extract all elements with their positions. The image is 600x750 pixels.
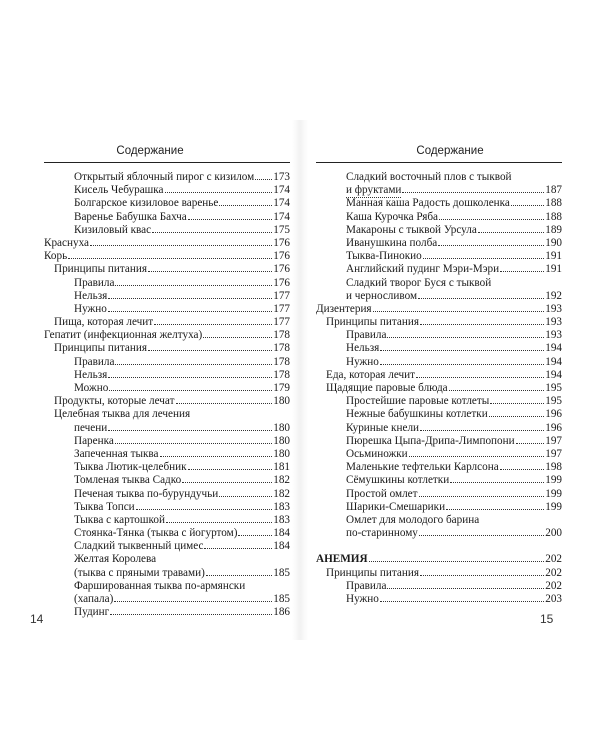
toc-entry-page: 197 [545,447,562,460]
dot-leader [489,416,545,417]
toc-entry [316,422,562,435]
dot-leader [108,311,272,312]
dot-leader [136,509,273,510]
toc-entry-page: 178 [273,329,290,342]
toc-entry-title: Принципы питания [54,342,148,355]
header-rule [44,162,290,163]
toc-entry-title: Томленая тыква Садко [74,474,182,487]
toc-entry-title: Английский пудинг Мэри-Мэри [346,263,500,276]
toc-spacer [316,540,562,553]
toc-entry [44,448,290,461]
toc-entry-page: 184 [273,540,290,553]
toc-entry [44,422,290,435]
toc-entry-title: Нельзя [346,342,380,355]
toc-entry-page: 176 [273,263,290,276]
toc-entry [316,395,562,408]
dot-leader [416,377,544,378]
dot-leader [420,430,544,431]
toc-entry [316,184,562,197]
toc-entry-page: 185 [273,593,290,605]
toc-entry-page: 191 [545,263,562,276]
dot-leader [206,575,272,576]
toc-entry-title: Осьминожки [346,447,408,460]
toc-entry [44,369,290,382]
toc-entry-title: Правила [346,329,387,342]
toc-entry [316,435,562,448]
toc-entry-page: 180 [273,434,290,447]
toc-entry-title: Куриные кнели [346,421,420,434]
dot-leader [188,219,272,220]
toc-entry [44,527,290,540]
dot-leader [90,245,272,246]
toc-entry-page: 177 [273,316,290,329]
dot-leader [68,258,272,259]
toc-entry-page: 182 [273,487,290,500]
toc-entry-page: 180 [273,421,290,434]
toc-entry [44,211,290,224]
toc-entry-page: 187 [545,184,562,197]
dot-leader [182,482,272,483]
dot-leader [387,588,544,589]
toc-entry-title: Омлет для молодого барина [346,513,480,526]
toc-entry-page: 200 [545,527,562,540]
toc-entry-page: 196 [545,421,562,434]
toc-entry-title: печени [74,421,108,434]
dot-leader [165,192,273,193]
toc-entry-title: Кисель Чебурашка [74,184,164,197]
toc-entry-title: АНЕМИЯ [316,553,368,566]
dot-leader [490,403,544,404]
dot-leader [402,192,544,193]
dot-leader [152,232,272,233]
dot-leader [115,443,272,444]
toc-entry [44,514,290,527]
toc-entry-title: Нужно [346,593,379,605]
dot-leader [387,337,544,338]
dot-leader [511,205,544,206]
toc-entry-title: (хапала) [74,593,114,605]
toc-entry-page: 193 [545,316,562,329]
dot-leader [148,271,272,272]
toc-entry-title: Правила [346,579,387,592]
toc-entry-title: Пюрешка Цыпа-Дрипа-Лимпопони [346,434,515,447]
dot-leader [409,456,545,457]
toc-entry [44,184,290,197]
dot-leader [423,258,545,259]
toc-entry-page: 174 [273,184,290,197]
toc-entry-title: Варенье Бабушка Бахча [74,210,187,223]
toc-entry [44,593,290,606]
toc-entry-title: Нужно [74,302,107,315]
toc-entry-page: 192 [545,289,562,302]
toc-entry-page: 189 [545,223,562,236]
toc-entry [44,329,290,342]
toc-entry-title: Тыква Топси [74,500,135,513]
toc-entry [44,224,290,237]
toc-entry-page: 199 [545,487,562,500]
toc-entry-title: Гепатит (инфекционная желтуха) [44,329,203,342]
toc-entry [44,553,290,566]
toc-entry-title: Нежные бабушкины котлетки [346,408,488,421]
dot-leader [188,469,273,470]
toc-entry-title: и фруктами [346,184,401,198]
toc-entry [316,342,562,355]
toc-entry-title: Сладкий восточный плов с тыквой [346,171,512,183]
dot-leader [255,179,272,180]
toc-entry [316,408,562,421]
toc-entry-page: 180 [273,395,290,408]
toc-entry-title: Шарики-Смешарики [346,500,446,513]
dot-leader [500,469,545,470]
toc-entry-title: Продукты, которые лечат [54,395,175,408]
toc-entry [44,461,290,474]
toc-entry-page: 174 [273,197,290,210]
toc-entry-title: Сладкий творог Буся с тыквой [346,276,492,289]
toc-entry-title: Еда, которая лечит [326,368,416,381]
toc-entry-title: Пудинг [74,606,110,619]
toc-entry [316,263,562,276]
page-number: 15 [540,612,554,626]
toc-entry-page: 203 [545,593,562,605]
toc-entry-title: Простой омлет [346,487,418,500]
toc-entry [316,580,562,593]
toc-entry [316,290,562,303]
toc-entry-page: 194 [545,355,562,368]
toc-entry-title: Дизентерия [316,302,372,315]
dot-leader [380,601,544,602]
toc-entry-title: Болгарское кизиловое варенье [74,197,219,210]
toc-entry-title: Маленькие тефтельки Карлсона [346,461,499,474]
dot-leader [114,601,272,602]
running-head: Содержание [116,145,184,157]
dot-leader [439,219,544,220]
header-rule [316,162,562,163]
toc-entry-title: Можно [74,382,109,394]
toc-entry-title: Принципы питания [326,316,420,329]
dot-leader [203,337,272,338]
toc-entry [316,474,562,487]
toc-entry-title: Кизиловый квас [74,223,152,236]
page-number: 14 [30,612,44,626]
toc-entry-page: 178 [273,368,290,381]
dot-leader [176,403,273,404]
dot-leader [108,377,272,378]
toc-entry-page: 199 [545,474,562,487]
toc-list-left [44,171,290,619]
toc-entry-title: Каша Курочка Ряба [346,210,439,223]
toc-entry [316,501,562,514]
toc-entry [316,461,562,474]
dot-leader [449,390,545,391]
toc-entry-page: 202 [545,566,562,579]
toc-entry-page: 176 [273,276,290,289]
toc-entry [44,316,290,329]
toc-entry [44,395,290,408]
dot-leader [154,324,272,325]
toc-entry-title: Целебная тыква для лечения [54,408,191,421]
dot-leader [478,232,544,233]
dot-leader [438,245,544,246]
dot-leader [419,496,545,497]
toc-entry [316,369,562,382]
toc-entry [316,448,562,461]
toc-entry-page: 197 [545,434,562,447]
toc-entry [316,356,562,369]
toc-entry [44,356,290,369]
toc-entry [44,580,290,593]
right-page [300,0,600,750]
toc-entry-page: 193 [545,329,562,342]
toc-entry-title: Принципы питания [326,566,420,579]
dot-leader [108,430,272,431]
toc-entry [316,277,562,290]
toc-entry-page: 178 [273,342,290,355]
toc-entry [44,488,290,501]
toc-entry-page: 173 [273,171,290,183]
toc-entry [44,567,290,580]
toc-entry-page: 188 [545,210,562,223]
dot-leader [420,324,544,325]
toc-entry-page: 202 [545,553,562,566]
toc-entry-page: 191 [545,250,562,263]
dot-leader [115,364,272,365]
toc-entry [316,211,562,224]
toc-list-right [316,171,562,606]
dot-leader [219,205,272,206]
toc-entry-page: 182 [273,474,290,487]
toc-entry-title: Нельзя [74,368,108,381]
toc-entry-title: Запеченная тыква [74,447,159,460]
toc-entry [44,250,290,263]
toc-entry-page: 186 [273,606,290,619]
toc-entry [44,290,290,303]
toc-entry-title: (тыква с пряными травами) [74,566,205,579]
toc-entry [316,224,562,237]
toc-entry-page: 195 [545,382,562,394]
dot-leader [446,509,544,510]
toc-entry [316,514,562,527]
dot-leader [204,548,272,549]
dot-leader [420,575,544,576]
toc-entry-title: Сладкий тыквенный цимес [74,540,204,553]
toc-entry-title: Пища, которая лечит [54,316,154,329]
toc-entry [316,593,562,606]
toc-entry [316,553,562,566]
toc-entry-page: 193 [545,302,562,315]
dot-leader [108,298,272,299]
toc-entry [44,197,290,210]
toc-entry-title: Нужно [346,355,379,368]
toc-entry [316,250,562,263]
toc-entry-page: 180 [273,447,290,460]
toc-entry-page: 196 [545,408,562,421]
toc-entry-title: Печеная тыква по-бурундучьи [74,487,219,500]
dot-leader [373,311,545,312]
toc-entry-title: Принципы питания [54,263,148,276]
dot-leader [369,561,545,562]
toc-entry-title: Стоянка-Тянка (тыква с йогуртом) [74,527,238,540]
toc-entry-title: по-старинному [346,527,418,540]
toc-entry [44,237,290,250]
toc-entry-page: 178 [273,355,290,368]
toc-entry [44,263,290,276]
dot-leader [238,535,272,536]
toc-entry [44,606,290,619]
toc-entry-page: 177 [273,302,290,315]
dot-leader [148,350,272,351]
toc-entry-page: 181 [273,461,290,474]
toc-entry-title: Макароны с тыквой Урсула [346,223,477,236]
toc-entry-page: 198 [545,461,562,474]
toc-entry-page: 199 [545,500,562,513]
toc-entry-page: 179 [273,382,290,394]
toc-entry-title: Краснуха [44,236,89,249]
toc-entry [44,382,290,395]
toc-entry-title: Простейшие паровые котлеты [346,395,490,408]
toc-entry-page: 184 [273,527,290,540]
toc-entry [44,408,290,421]
toc-entry-page: 174 [273,210,290,223]
toc-entry-title: Щадящие паровые блюда [326,382,448,394]
toc-entry [316,527,562,540]
toc-entry-title: Правила [74,355,115,368]
toc-entry-page: 194 [545,342,562,355]
toc-entry [44,474,290,487]
toc-entry-title: Правила [74,276,115,289]
dot-leader [380,350,544,351]
toc-entry [44,435,290,448]
toc-entry-page: 176 [273,236,290,249]
toc-entry-page: 183 [273,500,290,513]
toc-entry [44,303,290,316]
dot-leader [516,443,545,444]
toc-entry-title: Желтая Королева [74,553,157,566]
toc-entry-title: Паренка [74,434,114,447]
toc-entry [44,171,290,184]
dot-leader [380,364,544,365]
toc-entry [316,488,562,501]
toc-entry [316,316,562,329]
toc-entry [316,303,562,316]
toc-entry-page: 195 [545,395,562,408]
toc-entry-title: Корь [44,250,68,263]
toc-entry [44,342,290,355]
toc-entry-title: Манная каша Радость дошколенка [346,197,510,210]
toc-entry-page: 190 [545,236,562,249]
toc-entry-title: Тыква с картошкой [74,513,165,526]
toc-entry-page: 183 [273,513,290,526]
dot-leader [166,522,272,523]
dot-leader [110,614,272,615]
dot-leader [109,390,272,391]
toc-entry [316,329,562,342]
running-head: Содержание [416,145,484,157]
toc-entry-title: Тыква Лютик-целебник [74,461,187,474]
dot-leader [500,271,544,272]
toc-entry [44,501,290,514]
toc-entry-title: и черносливом [346,289,418,302]
toc-entry-page: 202 [545,579,562,592]
dot-leader [160,456,273,457]
dot-leader [419,535,544,536]
toc-entry-page: 177 [273,289,290,302]
toc-entry-title: Открытый яблочный пирог с кизилом [74,171,255,183]
toc-entry [316,197,562,210]
toc-entry [316,237,562,250]
toc-entry-page: 175 [273,223,290,236]
toc-entry-title: Нельзя [74,289,108,302]
dot-leader [418,298,544,299]
toc-entry-page: 194 [545,368,562,381]
toc-entry-title: Фаршированная тыква по-армянски [74,579,246,592]
dot-leader [219,496,272,497]
toc-entry [44,277,290,290]
toc-entry-page: 185 [273,566,290,579]
dot-leader [450,482,544,483]
toc-entry-title: Сёмушкины котлетки [346,474,450,487]
toc-entry-title: Тыква-Пинокио [346,250,422,263]
toc-entry [316,567,562,580]
toc-entry [44,540,290,553]
toc-entry [316,382,562,395]
toc-entry-page: 176 [273,250,290,263]
dot-leader [115,285,272,286]
toc-entry [316,171,562,184]
toc-entry-title: Иванушкина полба [346,236,438,249]
toc-entry-page: 188 [545,197,562,210]
